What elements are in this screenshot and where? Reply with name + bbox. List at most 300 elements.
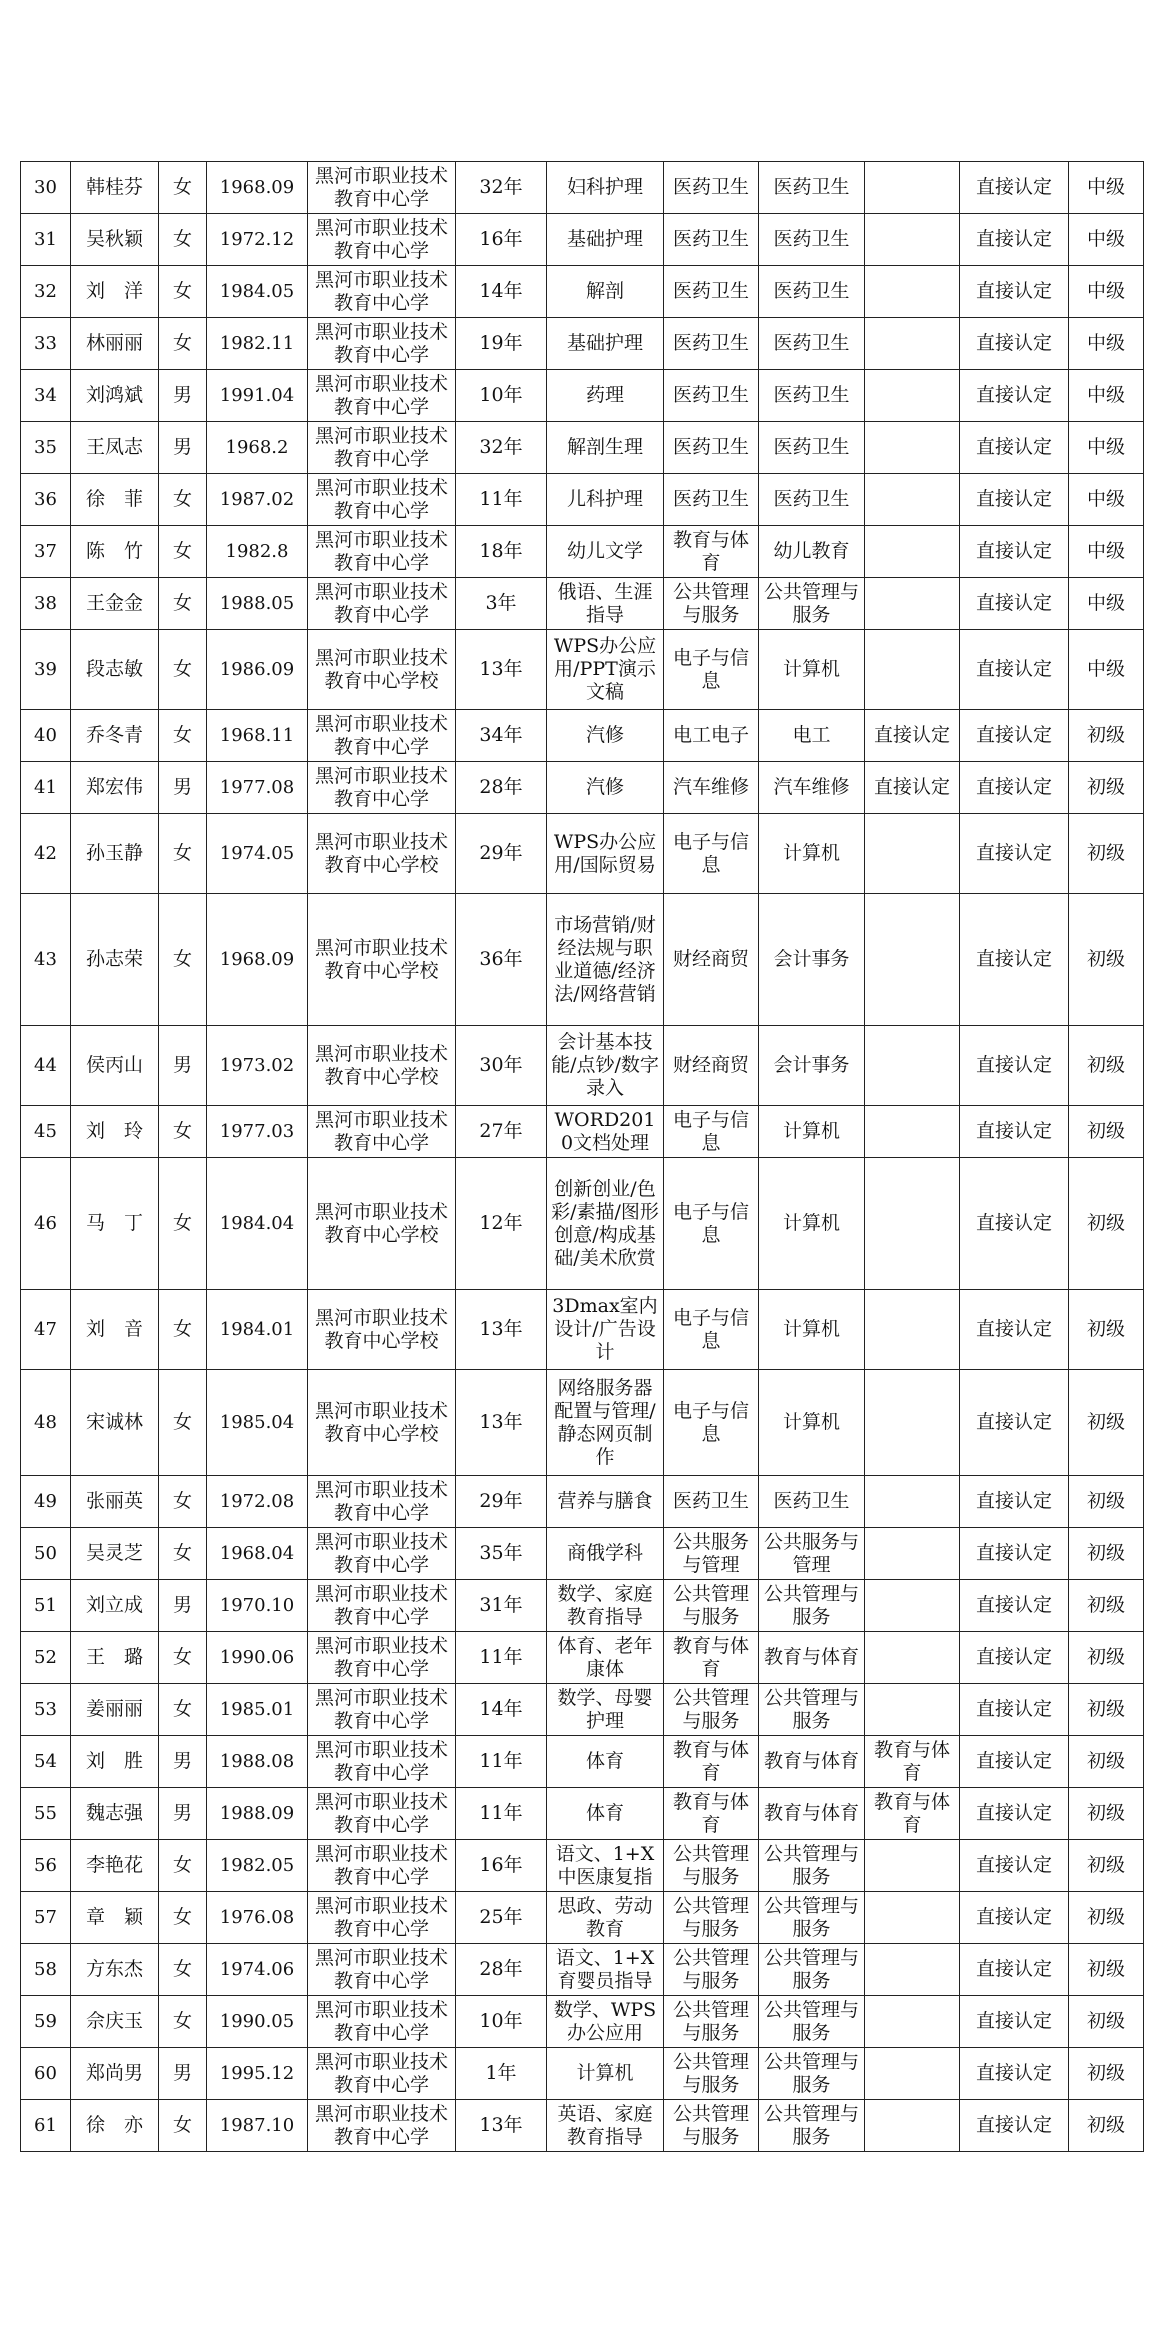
- category-secondary-cell: 公共管理与服务: [759, 1684, 865, 1736]
- birth-date-cell: 1970.10: [207, 1580, 308, 1632]
- category-secondary-cell: 计算机: [759, 1370, 865, 1476]
- category-secondary-cell: 公共管理与服务: [759, 1892, 865, 1944]
- recognition-mode-a-cell: [865, 1370, 960, 1476]
- work-unit-cell: 黑河市职业技术教育中心学: [308, 1106, 456, 1158]
- birth-date-cell: 1982.8: [207, 526, 308, 578]
- subject-cell: 解剖: [547, 266, 664, 318]
- teacher-name-cell: 张丽英: [71, 1476, 159, 1528]
- row-number-cell: 31: [21, 214, 71, 266]
- recognition-mode-b-cell: 直接认定: [960, 266, 1069, 318]
- category-primary-cell: 教育与体育: [664, 1736, 759, 1788]
- recognition-mode-a-cell: [865, 422, 960, 474]
- teacher-name-cell: 孙玉静: [71, 814, 159, 894]
- birth-date-cell: 1988.08: [207, 1736, 308, 1788]
- recognition-mode-b-cell: 直接认定: [960, 1290, 1069, 1370]
- category-primary-cell: 公共服务与管理: [664, 1528, 759, 1580]
- work-unit-cell: 黑河市职业技术教育中心学: [308, 1996, 456, 2048]
- row-number-cell: 32: [21, 266, 71, 318]
- table-row: [21, 1684, 1144, 1736]
- work-unit-cell: 黑河市职业技术教育中心学: [308, 1476, 456, 1528]
- row-number-cell: 49: [21, 1476, 71, 1528]
- gender-cell: 女: [159, 630, 207, 710]
- teacher-name-cell: 王 璐: [71, 1632, 159, 1684]
- category-secondary-cell: 公共管理与服务: [759, 2100, 865, 2152]
- table-row: [21, 474, 1144, 526]
- table-row: [21, 630, 1144, 710]
- gender-cell: 女: [159, 578, 207, 630]
- category-secondary-cell: 公共管理与服务: [759, 1580, 865, 1632]
- category-primary-cell: 电子与信息: [664, 814, 759, 894]
- birth-date-cell: 1985.01: [207, 1684, 308, 1736]
- work-unit-cell: 黑河市职业技术教育中心学: [308, 214, 456, 266]
- gender-cell: 女: [159, 1840, 207, 1892]
- subject-cell: 市场营销/财经法规与职业道德/经济法/网络营销: [547, 894, 664, 1026]
- recognition-mode-a-cell: [865, 1580, 960, 1632]
- subject-cell: 思政、劳动教育: [547, 1892, 664, 1944]
- birth-date-cell: 1988.09: [207, 1788, 308, 1840]
- birth-date-cell: 1968.09: [207, 162, 308, 214]
- teacher-name-cell: 马 丁: [71, 1158, 159, 1290]
- category-primary-cell: 医药卫生: [664, 422, 759, 474]
- category-secondary-cell: 计算机: [759, 1106, 865, 1158]
- row-number-cell: 54: [21, 1736, 71, 1788]
- row-number-cell: 60: [21, 2048, 71, 2100]
- gender-cell: 女: [159, 894, 207, 1026]
- birth-date-cell: 1987.02: [207, 474, 308, 526]
- teaching-years-cell: 16年: [456, 1840, 547, 1892]
- work-unit-cell: 黑河市职业技术教育中心学校: [308, 1026, 456, 1106]
- recognition-mode-a-cell: [865, 1944, 960, 1996]
- subject-cell: 会计基本技能/点钞/数字录入: [547, 1026, 664, 1106]
- title-level-cell: 中级: [1069, 266, 1144, 318]
- title-level-cell: 初级: [1069, 1528, 1144, 1580]
- category-primary-cell: 医药卫生: [664, 370, 759, 422]
- recognition-mode-b-cell: 直接认定: [960, 1026, 1069, 1106]
- birth-date-cell: 1982.05: [207, 1840, 308, 1892]
- category-primary-cell: 公共管理与服务: [664, 2100, 759, 2152]
- title-level-cell: 中级: [1069, 318, 1144, 370]
- work-unit-cell: 黑河市职业技术教育中心学: [308, 1944, 456, 1996]
- row-number-cell: 37: [21, 526, 71, 578]
- recognition-mode-b-cell: 直接认定: [960, 1158, 1069, 1290]
- category-secondary-cell: 计算机: [759, 814, 865, 894]
- recognition-mode-b-cell: 直接认定: [960, 370, 1069, 422]
- recognition-mode-a-cell: [865, 1476, 960, 1528]
- teacher-name-cell: 吴秋颖: [71, 214, 159, 266]
- category-primary-cell: 财经商贸: [664, 894, 759, 1026]
- title-level-cell: 中级: [1069, 422, 1144, 474]
- row-number-cell: 35: [21, 422, 71, 474]
- recognition-mode-a-cell: [865, 1026, 960, 1106]
- table-row: [21, 526, 1144, 578]
- title-level-cell: 初级: [1069, 710, 1144, 762]
- teacher-name-cell: 郑尚男: [71, 2048, 159, 2100]
- subject-cell: 英语、家庭教育指导: [547, 2100, 664, 2152]
- work-unit-cell: 黑河市职业技术教育中心学: [308, 2100, 456, 2152]
- title-level-cell: 初级: [1069, 1892, 1144, 1944]
- birth-date-cell: 1974.06: [207, 1944, 308, 1996]
- category-primary-cell: 医药卫生: [664, 266, 759, 318]
- birth-date-cell: 1982.11: [207, 318, 308, 370]
- category-secondary-cell: 教育与体育: [759, 1736, 865, 1788]
- title-level-cell: 中级: [1069, 370, 1144, 422]
- birth-date-cell: 1991.04: [207, 370, 308, 422]
- gender-cell: 女: [159, 266, 207, 318]
- teaching-years-cell: 11年: [456, 1788, 547, 1840]
- subject-cell: 数学、母婴护理: [547, 1684, 664, 1736]
- table-row: [21, 1996, 1144, 2048]
- category-secondary-cell: 公共管理与服务: [759, 1840, 865, 1892]
- teacher-name-cell: 段志敏: [71, 630, 159, 710]
- teaching-years-cell: 1年: [456, 2048, 547, 2100]
- subject-cell: WPS办公应用/国际贸易: [547, 814, 664, 894]
- category-primary-cell: 医药卫生: [664, 318, 759, 370]
- title-level-cell: 初级: [1069, 1840, 1144, 1892]
- gender-cell: 女: [159, 162, 207, 214]
- subject-cell: 计算机: [547, 2048, 664, 2100]
- recognition-mode-a-cell: [865, 1684, 960, 1736]
- gender-cell: 女: [159, 710, 207, 762]
- gender-cell: 男: [159, 1788, 207, 1840]
- table-row: [21, 1476, 1144, 1528]
- subject-cell: 儿科护理: [547, 474, 664, 526]
- gender-cell: 女: [159, 1290, 207, 1370]
- table-row: [21, 1788, 1144, 1840]
- title-level-cell: 中级: [1069, 526, 1144, 578]
- work-unit-cell: 黑河市职业技术教育中心学: [308, 1788, 456, 1840]
- subject-cell: 汽修: [547, 710, 664, 762]
- work-unit-cell: 黑河市职业技术教育中心学校: [308, 630, 456, 710]
- work-unit-cell: 黑河市职业技术教育中心学: [308, 422, 456, 474]
- recognition-mode-a-cell: [865, 578, 960, 630]
- recognition-mode-b-cell: 直接认定: [960, 894, 1069, 1026]
- birth-date-cell: 1984.04: [207, 1158, 308, 1290]
- teaching-years-cell: 13年: [456, 1290, 547, 1370]
- table-row: [21, 422, 1144, 474]
- category-primary-cell: 医药卫生: [664, 214, 759, 266]
- table-row: [21, 266, 1144, 318]
- category-primary-cell: 电子与信息: [664, 630, 759, 710]
- birth-date-cell: 1984.01: [207, 1290, 308, 1370]
- row-number-cell: 55: [21, 1788, 71, 1840]
- gender-cell: 男: [159, 370, 207, 422]
- teacher-name-cell: 王凤志: [71, 422, 159, 474]
- recognition-mode-b-cell: 直接认定: [960, 318, 1069, 370]
- row-number-cell: 51: [21, 1580, 71, 1632]
- recognition-mode-a-cell: [865, 1840, 960, 1892]
- title-level-cell: 初级: [1069, 814, 1144, 894]
- subject-cell: 基础护理: [547, 318, 664, 370]
- category-primary-cell: 教育与体育: [664, 1632, 759, 1684]
- teacher-name-cell: 刘 玲: [71, 1106, 159, 1158]
- recognition-mode-a-cell: [865, 1528, 960, 1580]
- teacher-name-cell: 刘立成: [71, 1580, 159, 1632]
- teacher-name-cell: 刘鸿斌: [71, 370, 159, 422]
- gender-cell: 女: [159, 814, 207, 894]
- teaching-years-cell: 3年: [456, 578, 547, 630]
- table-row: [21, 1632, 1144, 1684]
- teaching-years-cell: 16年: [456, 214, 547, 266]
- subject-cell: 商俄学科: [547, 1528, 664, 1580]
- teaching-years-cell: 28年: [456, 762, 547, 814]
- birth-date-cell: 1990.05: [207, 1996, 308, 2048]
- category-secondary-cell: 公共管理与服务: [759, 578, 865, 630]
- work-unit-cell: 黑河市职业技术教育中心学校: [308, 1290, 456, 1370]
- birth-date-cell: 1984.05: [207, 266, 308, 318]
- row-number-cell: 56: [21, 1840, 71, 1892]
- birth-date-cell: 1986.09: [207, 630, 308, 710]
- recognition-mode-a-cell: [865, 2100, 960, 2152]
- subject-cell: 创新创业/色彩/素描/图形创意/构成基础/美术欣赏: [547, 1158, 664, 1290]
- recognition-mode-b-cell: 直接认定: [960, 710, 1069, 762]
- gender-cell: 女: [159, 526, 207, 578]
- birth-date-cell: 1968.09: [207, 894, 308, 1026]
- work-unit-cell: 黑河市职业技术教育中心学: [308, 1580, 456, 1632]
- work-unit-cell: 黑河市职业技术教育中心学: [308, 710, 456, 762]
- table-row: [21, 214, 1144, 266]
- birth-date-cell: 1972.12: [207, 214, 308, 266]
- subject-cell: 幼儿文学: [547, 526, 664, 578]
- title-level-cell: 中级: [1069, 578, 1144, 630]
- title-level-cell: 初级: [1069, 2048, 1144, 2100]
- teaching-years-cell: 25年: [456, 1892, 547, 1944]
- recognition-mode-a-cell: [865, 162, 960, 214]
- title-level-cell: 初级: [1069, 762, 1144, 814]
- recognition-mode-b-cell: 直接认定: [960, 578, 1069, 630]
- teacher-name-cell: 方东杰: [71, 1944, 159, 1996]
- category-secondary-cell: 汽车维修: [759, 762, 865, 814]
- teacher-name-cell: 王金金: [71, 578, 159, 630]
- table-row: [21, 2100, 1144, 2152]
- birth-date-cell: 1968.2: [207, 422, 308, 474]
- row-number-cell: 39: [21, 630, 71, 710]
- teaching-years-cell: 31年: [456, 1580, 547, 1632]
- category-primary-cell: 电子与信息: [664, 1290, 759, 1370]
- teaching-years-cell: 35年: [456, 1528, 547, 1580]
- teacher-name-cell: 刘 胜: [71, 1736, 159, 1788]
- title-level-cell: 初级: [1069, 1158, 1144, 1290]
- birth-date-cell: 1988.05: [207, 578, 308, 630]
- recognition-mode-a-cell: [865, 1290, 960, 1370]
- title-level-cell: 初级: [1069, 1580, 1144, 1632]
- recognition-mode-b-cell: 直接认定: [960, 1528, 1069, 1580]
- gender-cell: 男: [159, 422, 207, 474]
- category-secondary-cell: 医药卫生: [759, 1476, 865, 1528]
- title-level-cell: 初级: [1069, 894, 1144, 1026]
- teaching-years-cell: 28年: [456, 1944, 547, 1996]
- title-level-cell: 中级: [1069, 162, 1144, 214]
- row-number-cell: 33: [21, 318, 71, 370]
- gender-cell: 女: [159, 1892, 207, 1944]
- subject-cell: 俄语、生涯指导: [547, 578, 664, 630]
- work-unit-cell: 黑河市职业技术教育中心学: [308, 1892, 456, 1944]
- title-level-cell: 初级: [1069, 1026, 1144, 1106]
- category-primary-cell: 医药卫生: [664, 474, 759, 526]
- category-primary-cell: 电子与信息: [664, 1158, 759, 1290]
- category-primary-cell: 公共管理与服务: [664, 1892, 759, 1944]
- recognition-mode-b-cell: 直接认定: [960, 474, 1069, 526]
- table-row: [21, 162, 1144, 214]
- title-level-cell: 初级: [1069, 1476, 1144, 1528]
- teaching-years-cell: 11年: [456, 1736, 547, 1788]
- teaching-years-cell: 18年: [456, 526, 547, 578]
- recognition-mode-b-cell: 直接认定: [960, 2100, 1069, 2152]
- table-row: [21, 578, 1144, 630]
- subject-cell: 数学、家庭教育指导: [547, 1580, 664, 1632]
- category-primary-cell: 公共管理与服务: [664, 1996, 759, 2048]
- category-secondary-cell: 公共服务与管理: [759, 1528, 865, 1580]
- subject-cell: 数学、WPS办公应用: [547, 1996, 664, 2048]
- teacher-name-cell: 徐 菲: [71, 474, 159, 526]
- work-unit-cell: 黑河市职业技术教育中心学: [308, 162, 456, 214]
- recognition-mode-a-cell: [865, 1158, 960, 1290]
- recognition-mode-a-cell: [865, 474, 960, 526]
- category-secondary-cell: 计算机: [759, 1290, 865, 1370]
- teacher-name-cell: 林丽丽: [71, 318, 159, 370]
- subject-cell: 营养与膳食: [547, 1476, 664, 1528]
- category-primary-cell: 汽车维修: [664, 762, 759, 814]
- category-primary-cell: 公共管理与服务: [664, 578, 759, 630]
- recognition-mode-a-cell: [865, 318, 960, 370]
- title-level-cell: 初级: [1069, 1788, 1144, 1840]
- birth-date-cell: 1976.08: [207, 1892, 308, 1944]
- category-primary-cell: 医药卫生: [664, 162, 759, 214]
- table-row: [21, 814, 1144, 894]
- table-row: [21, 1528, 1144, 1580]
- table-row: [21, 318, 1144, 370]
- category-secondary-cell: 医药卫生: [759, 318, 865, 370]
- teaching-years-cell: 11年: [456, 474, 547, 526]
- work-unit-cell: 黑河市职业技术教育中心学: [308, 1684, 456, 1736]
- teaching-years-cell: 12年: [456, 1158, 547, 1290]
- work-unit-cell: 黑河市职业技术教育中心学: [308, 266, 456, 318]
- work-unit-cell: 黑河市职业技术教育中心学校: [308, 894, 456, 1026]
- row-number-cell: 44: [21, 1026, 71, 1106]
- category-secondary-cell: 教育与体育: [759, 1632, 865, 1684]
- recognition-mode-b-cell: 直接认定: [960, 1736, 1069, 1788]
- birth-date-cell: 1985.04: [207, 1370, 308, 1476]
- teaching-years-cell: 29年: [456, 1476, 547, 1528]
- gender-cell: 女: [159, 2100, 207, 2152]
- gender-cell: 女: [159, 318, 207, 370]
- subject-cell: 基础护理: [547, 214, 664, 266]
- category-primary-cell: 教育与体育: [664, 526, 759, 578]
- category-secondary-cell: 医药卫生: [759, 474, 865, 526]
- work-unit-cell: 黑河市职业技术教育中心学: [308, 1736, 456, 1788]
- subject-cell: 汽修: [547, 762, 664, 814]
- teaching-years-cell: 27年: [456, 1106, 547, 1158]
- gender-cell: 女: [159, 1684, 207, 1736]
- recognition-mode-a-cell: [865, 814, 960, 894]
- title-level-cell: 初级: [1069, 1944, 1144, 1996]
- teacher-qualification-table: [20, 161, 1144, 2152]
- teacher-name-cell: 姜丽丽: [71, 1684, 159, 1736]
- teaching-years-cell: 32年: [456, 162, 547, 214]
- teaching-years-cell: 13年: [456, 630, 547, 710]
- recognition-mode-a-cell: [865, 266, 960, 318]
- recognition-mode-b-cell: 直接认定: [960, 1476, 1069, 1528]
- row-number-cell: 47: [21, 1290, 71, 1370]
- recognition-mode-b-cell: 直接认定: [960, 214, 1069, 266]
- gender-cell: 女: [159, 1158, 207, 1290]
- recognition-mode-a-cell: 直接认定: [865, 710, 960, 762]
- teacher-name-cell: 刘 音: [71, 1290, 159, 1370]
- recognition-mode-b-cell: 直接认定: [960, 762, 1069, 814]
- teacher-name-cell: 孙志荣: [71, 894, 159, 1026]
- work-unit-cell: 黑河市职业技术教育中心学校: [308, 1158, 456, 1290]
- gender-cell: 女: [159, 1632, 207, 1684]
- title-level-cell: 初级: [1069, 1632, 1144, 1684]
- recognition-mode-a-cell: [865, 2048, 960, 2100]
- title-level-cell: 初级: [1069, 1684, 1144, 1736]
- table-row: [21, 1158, 1144, 1290]
- birth-date-cell: 1973.02: [207, 1026, 308, 1106]
- subject-cell: WPS办公应用/PPT演示文稿: [547, 630, 664, 710]
- recognition-mode-a-cell: 直接认定: [865, 762, 960, 814]
- subject-cell: 语文、1+X育婴员指导: [547, 1944, 664, 1996]
- row-number-cell: 53: [21, 1684, 71, 1736]
- teaching-years-cell: 14年: [456, 1684, 547, 1736]
- table-row: [21, 370, 1144, 422]
- row-number-cell: 36: [21, 474, 71, 526]
- title-level-cell: 初级: [1069, 1290, 1144, 1370]
- row-number-cell: 57: [21, 1892, 71, 1944]
- row-number-cell: 34: [21, 370, 71, 422]
- work-unit-cell: 黑河市职业技术教育中心学: [308, 474, 456, 526]
- recognition-mode-a-cell: 教育与体育: [865, 1736, 960, 1788]
- row-number-cell: 59: [21, 1996, 71, 2048]
- subject-cell: 体育、老年康体: [547, 1632, 664, 1684]
- recognition-mode-b-cell: 直接认定: [960, 1788, 1069, 1840]
- gender-cell: 女: [159, 1528, 207, 1580]
- table-row: [21, 1580, 1144, 1632]
- category-secondary-cell: 计算机: [759, 1158, 865, 1290]
- birth-date-cell: 1987.10: [207, 2100, 308, 2152]
- work-unit-cell: 黑河市职业技术教育中心学校: [308, 1370, 456, 1476]
- category-secondary-cell: 公共管理与服务: [759, 1944, 865, 1996]
- teacher-name-cell: 郑宏伟: [71, 762, 159, 814]
- subject-cell: 体育: [547, 1736, 664, 1788]
- category-primary-cell: 财经商贸: [664, 1026, 759, 1106]
- category-primary-cell: 电工电子: [664, 710, 759, 762]
- teacher-name-cell: 韩桂芬: [71, 162, 159, 214]
- teacher-name-cell: 刘 洋: [71, 266, 159, 318]
- teaching-years-cell: 10年: [456, 370, 547, 422]
- table-row: [21, 1840, 1144, 1892]
- category-secondary-cell: 计算机: [759, 630, 865, 710]
- title-level-cell: 初级: [1069, 2100, 1144, 2152]
- work-unit-cell: 黑河市职业技术教育中心学: [308, 370, 456, 422]
- teacher-name-cell: 李艳花: [71, 1840, 159, 1892]
- teaching-years-cell: 32年: [456, 422, 547, 474]
- work-unit-cell: 黑河市职业技术教育中心学: [308, 318, 456, 370]
- work-unit-cell: 黑河市职业技术教育中心学校: [308, 814, 456, 894]
- recognition-mode-a-cell: [865, 1996, 960, 2048]
- category-primary-cell: 教育与体育: [664, 1788, 759, 1840]
- birth-date-cell: 1977.08: [207, 762, 308, 814]
- row-number-cell: 50: [21, 1528, 71, 1580]
- row-number-cell: 38: [21, 578, 71, 630]
- recognition-mode-a-cell: [865, 526, 960, 578]
- teaching-years-cell: 14年: [456, 266, 547, 318]
- recognition-mode-b-cell: 直接认定: [960, 1944, 1069, 1996]
- recognition-mode-b-cell: 直接认定: [960, 1632, 1069, 1684]
- birth-date-cell: 1990.06: [207, 1632, 308, 1684]
- teaching-years-cell: 19年: [456, 318, 547, 370]
- table-row: [21, 1892, 1144, 1944]
- table-row: [21, 1944, 1144, 1996]
- subject-cell: 药理: [547, 370, 664, 422]
